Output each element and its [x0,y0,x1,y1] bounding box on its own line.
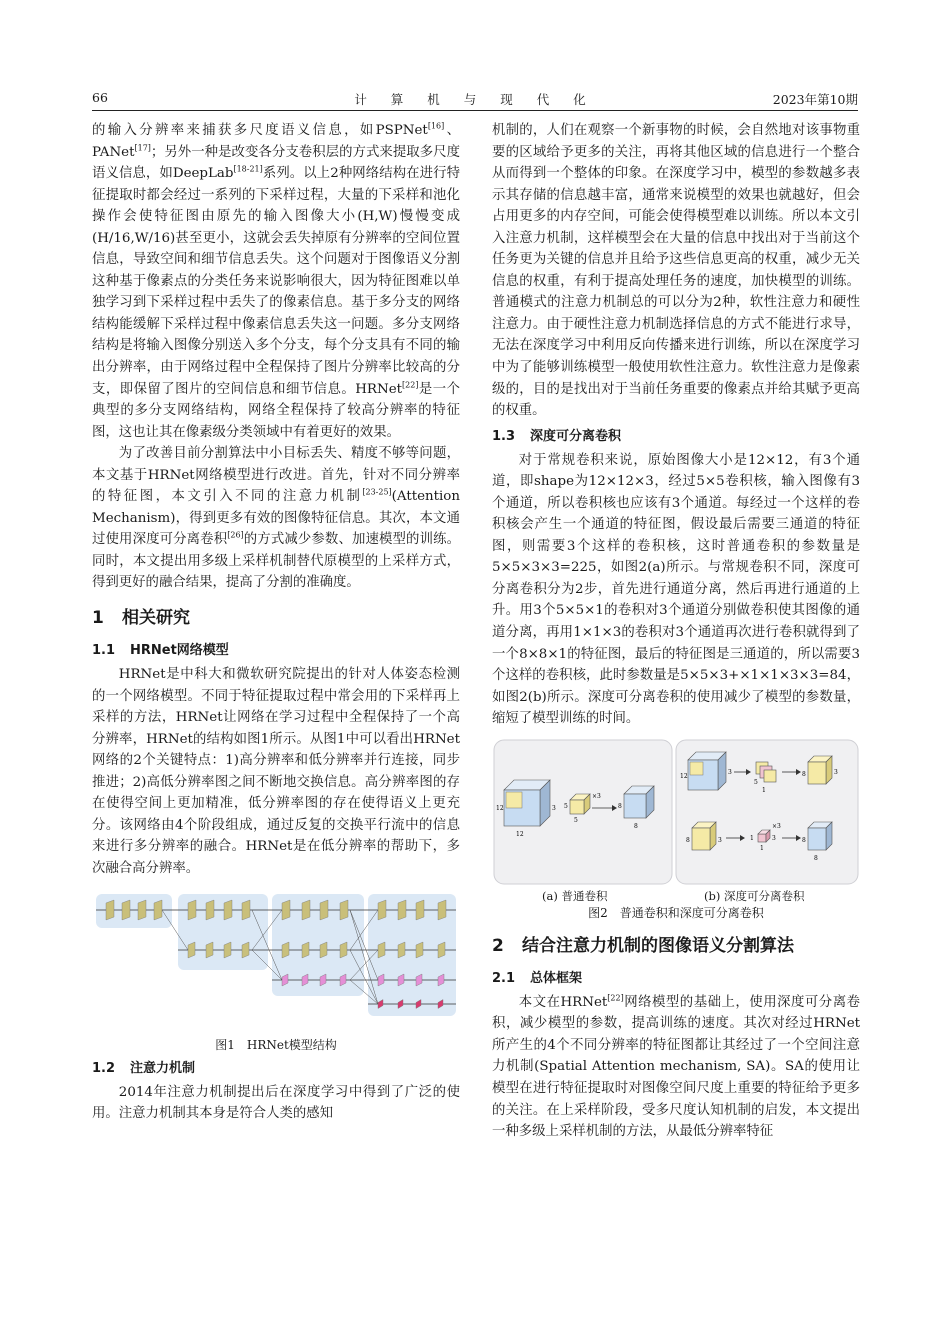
branch-2-feature-map [282,942,289,958]
label-pw-kernel-d: 3 [772,834,776,842]
branch-2-feature-map [416,942,423,958]
text-run: 网络模型的基础上，使用深度可分离卷积，减少模型的参数，提高训练的速度。其次对经过HRNet所产生的4个不同分辨率的特征图都让其经过了一个空间注意力机制(Spatial Attention mechanism, SA)。SA的使用让模型在进行特征提取时对图像空间尺度上重要的特征给予更多的关注。在上采样阶段，受多尺度认知机制的启发，本文提出一种多级上采样机制的方法，从最低分辨率特征 [492,994,860,1140]
text-run: 本文在HRNet [518,994,608,1010]
depthwise-input-cube [688,752,726,790]
branch-1-feature-map [122,900,130,920]
figure-2a-caption: (a) 普通卷积 [542,888,608,903]
label-input-height: 12 [496,804,504,812]
label-dw-kernel-height: 5 [754,778,758,786]
section-2-title: 结合注意力机制的图像语义分割算法 [522,935,794,956]
left-paragraph-3 [92,664,460,879]
section-2-1-number: 2.1 [492,970,516,986]
section-1-2-heading [92,1058,460,1080]
section-1-number: 1 [92,608,104,629]
standard-kernel-cube [570,794,590,814]
journal-title: 计 算 机 与 现 代 化 [354,92,596,107]
branch-1-feature-map [154,900,162,920]
branch-2-feature-map [340,942,347,958]
citation: [26] [227,530,244,540]
citation: [16] [427,121,445,131]
branch-1-feature-map [242,900,250,920]
page-number: 66 [92,90,108,105]
label-kernel-width: 5 [574,816,578,824]
label-input-width: 12 [516,830,524,838]
branch-1-feature-map [188,900,196,920]
branch-1-feature-map [106,900,114,920]
label-dw-input-height: 12 [680,772,688,780]
branch-1-feature-map [398,900,406,920]
label-output-width: 8 [634,822,638,830]
left-paragraph-4 [92,1082,460,1125]
figure-2-caption: 图2 普通卷积和深度可分离卷积 [588,905,764,920]
text-run: 机制的，人们在观察一个新事物的时候，会自然地对该事物重要的区域给予更多的关注，再将其他区域的信息进行一个整合从而得到一个整体的印象。在深度学习中，模型的参数越多表示其存储的信息越丰富，通常来说模型的效果也就越好，但会占用更多的内存空间，可能会使得模型难以训练。所以本文引入注意力机制，这样模型会在大量的信息中找出对于当前这个任务更为关键的信息并且给予这些信息更高的权重，减少无关信息的权重，有利于提高处理任务的速度，加快模型的训练。普通模式的注意力机制总的可以分为2种，软性注意力和硬性注意力。由于硬性注意力机制选择信息的方式不能进行求导，无法在深度学习中利用反向传播来进行训练，所以在深度学习中为了能够训练模型一般使用软性注意力。软性注意力是像素级的，目的是找出对于当前任务重要的像素点并给其赋予更高的权重。 [492,123,860,419]
text-run: 对于常规卷积来说，原始图像大小是12×12，有3个通道，即shape为12×12×3，经过5×5卷积核，输入图像有3个通道，所以卷积核也应该有3个通道。每经过一个这样的卷积核会产生一个通道的特征图，假设最后需要三通道的特征图，则需要3个这样的卷积核，这时普通卷积的参数量是5×5×3×3=225，如图2(a)所示。与常规卷积不同，深度可分离卷积分为2步，首先进行通道分离，然后再进行通道的上升。用3个5×5×1的卷积对3个通道分别做卷积使其图像的通道分离，再用1×1×3的卷积对3个通道再次进行卷积就得到了一个8×8×1的特征图，最后的特征图是三通道的，所以需要3个这样的卷积核，此时参数量是5×5×3+×1×1×3×3=84，如图2(b)所示。深度可分离卷积的使用减少了模型的参数量，缩短了模型训练的时间。 [492,452,860,727]
figure-1-hrnet-diagram [92,888,460,1036]
label-pw-output-height: 8 [802,836,806,844]
text-run: (Attention Mechanism)，得到更多有效的图像特征信息。其次，本文通过使用深度可分离卷积 [92,489,460,548]
text-run: 2014年注意力机制提出后在深度学习中得到了广泛的使用。注意力机制其本身是符合人类的感知 [92,1084,460,1122]
branch-2-feature-map [206,942,213,958]
section-1-1-heading [92,640,460,662]
section-1-3-number: 1.3 [492,428,516,444]
pointwise-output-cube [808,822,832,850]
text-run: 为了改善目前分割算法中小目标丢失、精度不够等问题，本文基于HRNet网络模型进行改进。首先，针对不同分辨率的特征图，本文引入不同的注意力机制 [92,446,460,505]
label-dw-output-depth: 3 [834,768,838,776]
label-pw-kernel-count: ×3 [772,822,781,830]
section-1-1-title: HRNet网络模型 [130,643,229,659]
section-2-heading [492,934,860,958]
label-pw-kernel-w: 1 [760,844,764,852]
label-pw-output-width: 8 [814,854,818,862]
citation: [23-25] [362,487,392,497]
page-header [92,86,858,108]
text-run: 、PANet [92,123,461,160]
label-pw-kernel-h: 1 [750,834,754,842]
section-1-1-number: 1.1 [92,643,116,659]
label-kernel-count: ×3 [592,792,601,800]
branch-2-feature-map [438,942,445,958]
label-pw-input-height: 8 [686,836,690,844]
section-1-3-heading [492,426,860,448]
section-1-heading [92,606,460,630]
branch-2-feature-map [242,942,249,958]
label-output-height: 8 [618,802,622,810]
left-column [92,120,460,1125]
branch-2-feature-map [188,942,195,958]
branch-1-feature-map [416,900,424,920]
section-1-3-title: 深度可分离卷积 [530,428,622,444]
section-1-title: 相关研究 [122,608,190,629]
right-paragraph-3 [492,992,860,1143]
label-input-depth: 3 [552,804,556,812]
branch-1-feature-map [302,900,310,920]
figure-1-caption: 图1 HRNet模型结构 [215,1037,337,1052]
standard-output-cube [624,786,654,818]
branch-1-feature-map [438,900,446,920]
section-2-1-title: 总体框架 [530,970,583,986]
branch-1-feature-map [378,900,386,920]
hrnet-diagram-svg [92,888,460,1018]
left-paragraph-1 [92,120,460,443]
branch-1-feature-map [340,900,348,920]
branch-1-feature-map [320,900,328,920]
label-dw-kernel-depth: 1 [762,786,766,794]
left-paragraph-2 [92,443,460,594]
citation: [22] [607,993,624,1003]
header-rule [92,110,858,111]
right-paragraph-2 [492,450,860,730]
label-pw-input-depth: 3 [718,836,722,844]
section-2-1-heading [492,968,860,990]
right-column [492,120,860,1143]
figure-2-convolution-diagram [492,738,860,886]
branch-1-feature-map [206,900,214,920]
convolution-diagram-svg [492,738,860,886]
pointwise-kernel [758,830,770,842]
label-dw-output-height: 8 [802,770,806,778]
citation: [18-21] [233,164,263,174]
citation: [17] [134,143,151,153]
branch-1-feature-map [224,900,232,920]
label-dw-input-depth: 3 [728,768,732,776]
branch-2-feature-map [378,942,385,958]
citation: [22] [402,380,419,390]
branch-2-feature-map [398,942,405,958]
branch-2-feature-map [320,942,327,958]
branch-2-feature-map [302,942,309,958]
text-run: 是一个典型的多分支网络结构，网络全程保持了较高分辨率的特征图，这也让其在像素级分类领域中有着更好的效果。 [92,381,461,440]
section-1-2-title: 注意力机制 [130,1060,196,1076]
section-2-number: 2 [492,935,504,956]
pointwise-input-cube [692,822,716,850]
figure-2-subcaptions [492,886,860,904]
text-run: HRNet是中科大和微软研究院提出的针对人体姿态检测的一个网络模型。不同于特征提取过程中常会用的下采样再上采样的方法，HRNet让网络在学习过程中全程保持了一个高分辨率，HRNet的结构如图1所示。从图1中可以看出HRNet网络的2个关键特点：1)高分辨率和低分辨率并行连接，同步推进；2)高低分辨率图之间不断地交换信息。高分辨率图的存在使得空间上更加精准，低分辨率图的存在使得语义上更充分。该网络由4个阶段组成，通过反复的交换平行流中的信息来进行多分辨率的融合。HRNet是在低分辨率的帮助下，多次融合高分辨率。 [92,667,460,876]
standard-input-cube [504,780,550,826]
label-kernel-height: 5 [564,802,568,810]
text-run: 的方式减少参数、加速模型的训练。同时，本文提出用多级上采样机制替代原模型的上采样方式，得到更好的融合结果，提高了分割的准确度。 [92,532,461,591]
text-run: ；另外一种是改变各分支卷积层的方式来提取多尺度语义信息，如DeepLab [92,144,460,182]
section-1-2-number: 1.2 [92,1060,116,1076]
journal-issue: 2023年第10期 [772,92,858,107]
right-paragraph-1 [492,120,860,422]
text-run: 系列。以上2种网络结构在进行特征提取时都会经过一系列的下采样过程，大量的下采样和池化操作会使特征图由原先的输入图像大小(H,W)慢慢变成(H/16,W/16)甚至更小，这就会丢失掉原有分辨率的空间位置信息，导致空间和细节信息丢失。这个问题对于图像语义分割这种基于像素点的分类任务来说影响很大，因为特征图难以单独学习到下采样过程中丢失了的像素信息。基于多分支的网络结构能缓解下采样过程中像素信息丢失这一问题。多分支网络结构是将输入图像分别送入多个分支，每个分支具有不同的输出分辨率，由于网络过程中全程保持了图片分辨率比较高的分支，即保留了图片的空间信息和细节信息。HRNet [92,166,460,397]
figure-2b-caption: (b) 深度可分离卷积 [704,888,805,903]
branch-2-feature-map [224,942,231,958]
text-run: 的输入分辨率来捕获多尺度语义信息，如PSPNet [92,123,428,138]
branch-1-feature-map [282,900,290,920]
branch-1-feature-map [138,900,146,920]
depthwise-output-cube [808,756,832,784]
